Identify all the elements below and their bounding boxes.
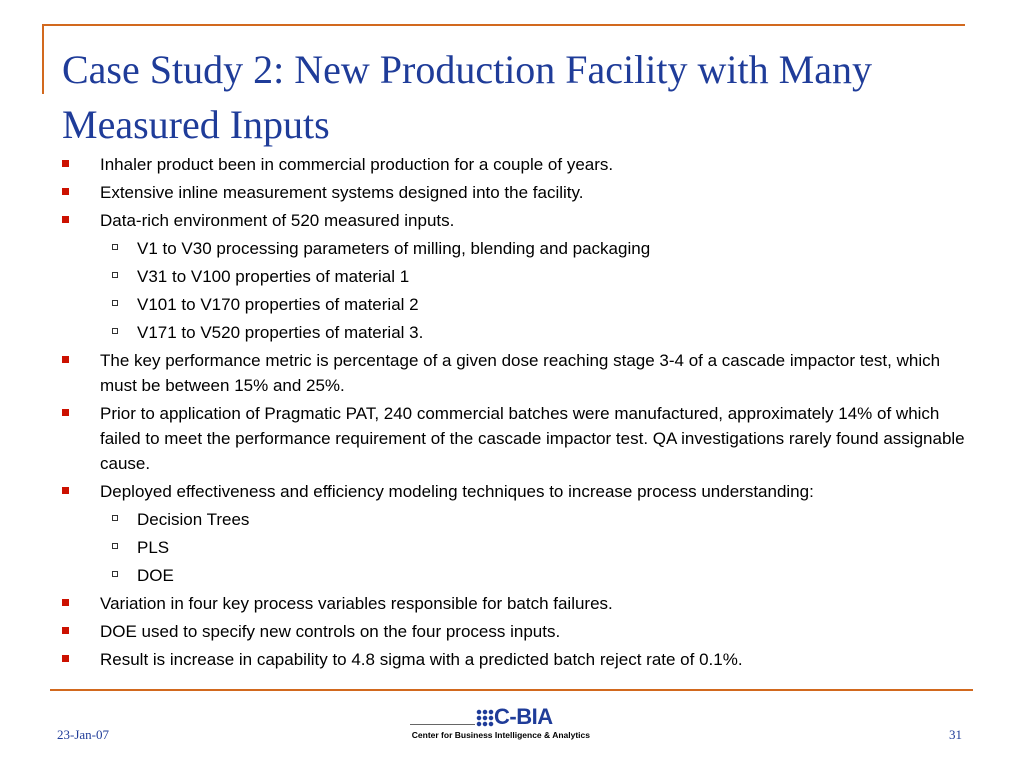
left-frame-rule <box>42 24 44 94</box>
bullet-list <box>62 152 972 675</box>
bullet-text: Inhaler product been in commercial production for a couple of years. <box>100 155 614 174</box>
square-bullet-icon <box>62 188 69 195</box>
square-bullet-icon <box>62 409 69 416</box>
bullet-item <box>62 152 972 177</box>
square-bullet-icon <box>62 655 69 662</box>
bullet-text: Deployed effectiveness and efficiency modeling techniques to increase process understanding: <box>100 482 814 501</box>
bullet-text: Prior to application of Pragmatic PAT, 240 commercial batches were manufactured, approximately 14% of which failed to meet the performance requirement of the cascade impactor test. QA investigations rarely found assignable cause. <box>100 404 965 473</box>
logo-subtitle: Center for Business Intelligence & Analytics <box>411 730 590 740</box>
bullet-text: Result is increase in capability to 4.8 sigma with a predicted batch reject rate of 0.1%. <box>100 650 743 669</box>
hollow-square-bullet-icon <box>112 571 118 577</box>
bullet-text: DOE used to specify new controls on the four process inputs. <box>100 622 561 641</box>
bullet-text: Extensive inline measurement systems designed into the facility. <box>100 183 584 202</box>
sub-bullet-item <box>62 507 972 532</box>
bullet-text: PLS <box>137 538 170 557</box>
bullet-text: V171 to V520 properties of material 3. <box>137 323 424 342</box>
square-bullet-icon <box>62 599 69 606</box>
sub-bullet-item <box>62 563 972 588</box>
slide-title: Case Study 2: New Production Facility with Many Measured Inputs <box>62 47 872 147</box>
bullet-text: V101 to V170 properties of material 2 <box>137 295 419 314</box>
square-bullet-icon <box>62 487 69 494</box>
hollow-square-bullet-icon <box>112 272 118 278</box>
bullet-text: V1 to V30 processing parameters of milling, blending and packaging <box>137 239 651 258</box>
square-bullet-icon <box>62 216 69 223</box>
footer-date: 23-Jan-07 <box>57 727 109 742</box>
hollow-square-bullet-icon <box>112 515 118 521</box>
bullet-item <box>62 208 972 233</box>
sub-bullet-item <box>62 535 972 560</box>
sub-bullet-item <box>62 320 972 345</box>
sub-bullet-item <box>62 236 972 261</box>
bullet-item <box>62 348 972 398</box>
hollow-square-bullet-icon <box>112 300 118 306</box>
bullet-text: Decision Trees <box>137 510 250 529</box>
bullet-text: Variation in four key process variables responsible for batch failures. <box>100 594 613 613</box>
hollow-square-bullet-icon <box>112 244 118 250</box>
bullet-item <box>62 647 972 672</box>
bullet-text: The key performance metric is percentage of a given dose reaching stage 3-4 of a cascade impactor test, which must be between 15% and 25%. <box>100 351 941 395</box>
sub-bullet-item <box>62 292 972 317</box>
bullet-text: V31 to V100 properties of material 1 <box>137 267 410 286</box>
bullet-item <box>62 479 972 504</box>
bullet-item <box>62 619 972 644</box>
hollow-square-bullet-icon <box>112 328 118 334</box>
square-bullet-icon <box>62 356 69 363</box>
sub-bullet-item <box>62 264 972 289</box>
top-frame-rule <box>42 24 965 26</box>
bullet-item <box>62 180 972 205</box>
bullet-item <box>62 591 972 616</box>
square-bullet-icon <box>62 627 69 634</box>
logo-text: C-BIA <box>494 704 553 729</box>
bottom-rule <box>50 689 973 691</box>
cbia-logo <box>410 702 590 742</box>
bullet-text: DOE <box>137 566 174 585</box>
bullet-text: Data-rich environment of 520 measured inputs. <box>100 211 455 230</box>
logo-dots-icon <box>476 709 494 727</box>
page-number: 31 <box>949 727 962 742</box>
bullet-item <box>62 401 972 476</box>
hollow-square-bullet-icon <box>112 543 118 549</box>
square-bullet-icon <box>62 160 69 167</box>
logo-line <box>410 724 475 725</box>
